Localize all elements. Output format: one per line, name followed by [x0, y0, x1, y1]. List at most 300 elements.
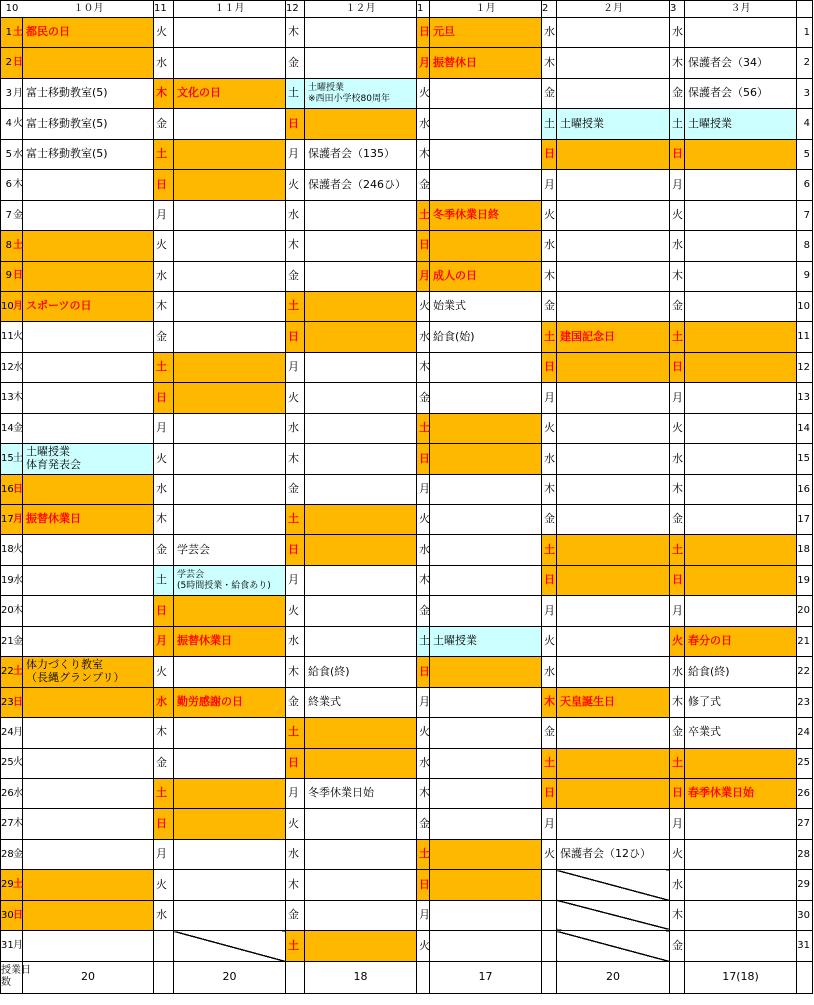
- event-cell: [557, 261, 670, 291]
- event-cell: [23, 505, 154, 535]
- event-cell: [305, 839, 417, 869]
- weekday: 水: [154, 261, 174, 291]
- event-cell: [305, 657, 417, 687]
- event-cell: [685, 687, 797, 717]
- weekday: 月: [542, 596, 557, 626]
- weekday: 土: [542, 748, 557, 778]
- weekday: 月: [13, 513, 23, 525]
- weekday: 火: [670, 200, 685, 230]
- weekday: 火: [13, 544, 23, 556]
- weekday: 月: [154, 839, 174, 869]
- lesson-days-total: 20: [23, 961, 154, 993]
- event-label: 土曜授業: [433, 634, 477, 648]
- event-label: 保護者会（246ひ）: [308, 177, 406, 191]
- lesson-days-label-line1: 授業日: [1, 965, 31, 977]
- day-row: [1, 687, 813, 717]
- event-cell: [685, 839, 797, 869]
- weekday: 木: [13, 605, 23, 617]
- weekday: 土: [417, 413, 430, 443]
- weekday: 月: [286, 139, 305, 169]
- day-number-label: 22: [1, 666, 14, 678]
- event-label: 冬季休業日終: [433, 208, 499, 222]
- event-cell: [174, 352, 286, 382]
- month-header-row: [1, 1, 813, 18]
- weekday: 日: [417, 231, 430, 261]
- event-cell: [174, 535, 286, 565]
- event-label: 富士移動教室(5): [26, 116, 108, 130]
- weekday: 日: [154, 596, 174, 626]
- event-cell: [430, 900, 542, 930]
- weekday: 火: [670, 839, 685, 869]
- day-number: [1, 718, 23, 748]
- weekday: 日: [542, 565, 557, 595]
- event-cell: [557, 200, 670, 230]
- event-cell: [557, 809, 670, 839]
- day-number: [1, 139, 23, 169]
- day-number: [1, 383, 23, 413]
- event-cell: [23, 18, 154, 48]
- weekday: 月: [670, 383, 685, 413]
- month-label: １０月: [73, 3, 104, 15]
- day-number-label: 15: [1, 453, 14, 465]
- day-number-right: 6: [797, 170, 813, 200]
- weekday: 火: [13, 757, 23, 769]
- event-cell: [23, 78, 154, 108]
- event-cell: [685, 170, 797, 200]
- day-number-right: 26: [797, 778, 813, 808]
- weekday: 金: [670, 505, 685, 535]
- weekday: 水: [286, 839, 305, 869]
- weekday: 日: [286, 748, 305, 778]
- day-row: [1, 200, 813, 230]
- event-cell: [174, 839, 286, 869]
- event-label: 土曜授業: [560, 116, 604, 130]
- day-row: [1, 444, 813, 474]
- event-cell: [305, 687, 417, 717]
- day-number: [1, 687, 23, 717]
- event-cell: [305, 748, 417, 778]
- day-row: [1, 931, 813, 961]
- weekday: 日: [154, 809, 174, 839]
- weekday: 土: [417, 200, 430, 230]
- weekday: 日: [417, 657, 430, 687]
- lesson-days-spacer: [670, 961, 685, 993]
- event-cell: [305, 870, 417, 900]
- day-row: [1, 505, 813, 535]
- day-number-label: 28: [1, 848, 14, 860]
- event-cell: [685, 231, 797, 261]
- event-cell: [23, 291, 154, 321]
- event-cell: [430, 687, 542, 717]
- day-number-label: 27: [1, 818, 14, 830]
- weekday: 水: [13, 787, 23, 799]
- day-number-label: 12: [1, 361, 14, 373]
- day-number: [1, 931, 23, 961]
- event-cell: [305, 809, 417, 839]
- day-number-label: 9: [5, 270, 12, 282]
- event-cell: [174, 231, 286, 261]
- lesson-days-spacer: [286, 961, 305, 993]
- event-label: 元旦: [433, 25, 455, 39]
- day-number-label: 25: [1, 757, 14, 769]
- day-number-right: 31: [797, 931, 813, 961]
- event-cell: [305, 444, 417, 474]
- weekday: 金: [154, 109, 174, 139]
- lesson-days-label-line2: 数: [1, 977, 11, 989]
- day-number: [1, 18, 23, 48]
- day-number-label: 3: [5, 87, 12, 99]
- event-label: 都民の日: [26, 25, 70, 39]
- day-number-label: 7: [5, 209, 12, 221]
- weekday: 金: [13, 209, 23, 221]
- day-number-label: 8: [5, 240, 12, 252]
- event-cell: [557, 718, 670, 748]
- day-number-right: 30: [797, 900, 813, 930]
- day-number-right: 19: [797, 565, 813, 595]
- day-number-label: 2: [5, 57, 12, 69]
- event-cell: [430, 657, 542, 687]
- weekday: 土: [286, 931, 305, 961]
- month-header-cell: [1, 1, 154, 18]
- day-number-label: 24: [1, 727, 14, 739]
- weekday: 金: [542, 78, 557, 108]
- event-label: 文化の日: [177, 86, 221, 100]
- day-row: [1, 139, 813, 169]
- event-cell: [685, 139, 797, 169]
- event-cell: [23, 352, 154, 382]
- day-row: [1, 535, 813, 565]
- weekday: 月: [13, 727, 23, 739]
- event-label: 保護者会（135）: [308, 147, 395, 161]
- day-number-right: 4: [797, 109, 813, 139]
- event-cell: [557, 657, 670, 687]
- weekday: 日: [13, 57, 23, 69]
- event-cell: [557, 931, 670, 961]
- weekday: 月: [670, 170, 685, 200]
- day-number-label: 4: [5, 118, 12, 130]
- day-row: [1, 291, 813, 321]
- event-cell: [174, 413, 286, 443]
- weekday: 水: [670, 657, 685, 687]
- event-cell: [557, 139, 670, 169]
- day-number: [1, 565, 23, 595]
- event-cell: [430, 352, 542, 382]
- weekday: 水: [154, 48, 174, 78]
- day-number-right: 15: [797, 444, 813, 474]
- weekday: 火: [542, 839, 557, 869]
- weekday: 水: [670, 444, 685, 474]
- event-cell: [685, 535, 797, 565]
- event-cell: [174, 596, 286, 626]
- weekday: 水: [286, 413, 305, 443]
- event-cell: [23, 778, 154, 808]
- event-cell: [430, 809, 542, 839]
- weekday: 金: [13, 422, 23, 434]
- event-cell: [430, 383, 542, 413]
- event-cell: [174, 778, 286, 808]
- event-cell: [305, 718, 417, 748]
- event-cell: [685, 809, 797, 839]
- weekday: 火: [286, 383, 305, 413]
- event-cell: [174, 48, 286, 78]
- weekday: 水: [670, 18, 685, 48]
- event-cell: [430, 18, 542, 48]
- lesson-days-total: 20: [557, 961, 670, 993]
- weekday: 土: [286, 291, 305, 321]
- event-cell: [174, 291, 286, 321]
- weekday: 金: [286, 474, 305, 504]
- weekday: 日: [542, 778, 557, 808]
- lesson-days-spacer: [542, 961, 557, 993]
- day-number: [1, 870, 23, 900]
- event-cell: [685, 48, 797, 78]
- weekday: 火: [417, 505, 430, 535]
- event-cell: [305, 109, 417, 139]
- weekday: 火: [286, 170, 305, 200]
- event-cell: [305, 261, 417, 291]
- event-label: 体力づくり教室: [26, 658, 103, 672]
- weekday: 月: [417, 900, 430, 930]
- day-row: [1, 809, 813, 839]
- day-number-label: 19: [1, 574, 14, 586]
- weekday: 火: [154, 444, 174, 474]
- weekday: 月: [13, 940, 23, 952]
- weekday: 日: [154, 383, 174, 413]
- event-cell: [305, 383, 417, 413]
- event-cell: [685, 109, 797, 139]
- event-sublabel: （長縄グランプリ）: [26, 670, 125, 684]
- event-cell: [557, 687, 670, 717]
- weekday: 日: [670, 139, 685, 169]
- day-row: [1, 748, 813, 778]
- weekday: 土: [13, 26, 23, 38]
- weekday: 金: [286, 687, 305, 717]
- weekday: 金: [417, 170, 430, 200]
- event-cell: [557, 231, 670, 261]
- weekday: 日: [286, 109, 305, 139]
- event-cell: [685, 261, 797, 291]
- event-cell: [430, 718, 542, 748]
- day-row: [1, 231, 813, 261]
- weekday: 火: [417, 78, 430, 108]
- weekday: 月: [670, 596, 685, 626]
- event-label: 始業式: [433, 299, 466, 313]
- event-cell: [174, 657, 286, 687]
- day-number-label: 13: [1, 392, 14, 404]
- day-number-right: 28: [797, 839, 813, 869]
- event-cell: [23, 535, 154, 565]
- event-cell: [685, 200, 797, 230]
- day-number-right: 2: [797, 48, 813, 78]
- day-row: [1, 413, 813, 443]
- event-cell: [174, 109, 286, 139]
- weekday: 火: [286, 809, 305, 839]
- day-row: [1, 109, 813, 139]
- weekday: 水: [154, 900, 174, 930]
- weekday: 日: [670, 352, 685, 382]
- event-cell: [430, 748, 542, 778]
- weekday: [154, 931, 174, 961]
- event-cell: [305, 291, 417, 321]
- day-row: [1, 48, 813, 78]
- event-cell: [685, 352, 797, 382]
- event-label: 振替休業日: [177, 634, 232, 648]
- day-number-label: 5: [5, 148, 12, 160]
- weekday: 月: [154, 413, 174, 443]
- weekday: 木: [13, 392, 23, 404]
- day-number-label: 1: [5, 26, 12, 38]
- weekday: 木: [154, 718, 174, 748]
- weekday: 金: [286, 261, 305, 291]
- lesson-days-total: 17: [430, 961, 542, 993]
- weekday: 木: [670, 900, 685, 930]
- day-row: [1, 322, 813, 352]
- day-number-label: 17: [1, 513, 14, 525]
- event-cell: [23, 413, 154, 443]
- event-cell: [685, 78, 797, 108]
- month-number: 12: [286, 1, 305, 18]
- event-label: 天皇誕生日: [560, 695, 615, 709]
- weekday: 木: [286, 657, 305, 687]
- day-row: [1, 900, 813, 930]
- event-cell: [174, 383, 286, 413]
- event-cell: [557, 48, 670, 78]
- weekday: 木: [542, 687, 557, 717]
- event-cell: [557, 322, 670, 352]
- event-cell: [305, 200, 417, 230]
- day-number-right: 27: [797, 809, 813, 839]
- weekday: 日: [670, 565, 685, 595]
- lesson-days-label: [1, 961, 31, 993]
- weekday: 土: [417, 626, 430, 656]
- lesson-days-total: 17(18): [685, 961, 797, 993]
- weekday: 火: [670, 413, 685, 443]
- weekday: 金: [154, 535, 174, 565]
- day-number-right: 8: [797, 231, 813, 261]
- day-row: [1, 565, 813, 595]
- weekday: 月: [670, 809, 685, 839]
- day-number-right: 14: [797, 413, 813, 443]
- day-number-right: 10: [797, 291, 813, 321]
- event-cell: [557, 413, 670, 443]
- weekday: 火: [542, 413, 557, 443]
- weekday: 木: [670, 474, 685, 504]
- event-cell: [685, 900, 797, 930]
- event-cell: [305, 48, 417, 78]
- event-cell: [557, 748, 670, 778]
- weekday: 日: [417, 18, 430, 48]
- event-cell: [23, 383, 154, 413]
- day-number: [1, 748, 23, 778]
- event-cell: [305, 626, 417, 656]
- event-cell: [174, 78, 286, 108]
- event-label: スポーツの日: [26, 299, 92, 313]
- event-cell: [557, 535, 670, 565]
- weekday: 水: [417, 109, 430, 139]
- day-row: [1, 474, 813, 504]
- weekday: 水: [542, 657, 557, 687]
- event-cell: [23, 48, 154, 78]
- event-cell: [174, 139, 286, 169]
- event-cell: [430, 565, 542, 595]
- day-number-label: 16: [1, 483, 14, 495]
- event-label: 終業式: [308, 695, 341, 709]
- event-cell: [23, 444, 154, 474]
- event-cell: [557, 170, 670, 200]
- event-cell: [685, 657, 797, 687]
- event-label: 学芸会: [177, 570, 205, 581]
- event-cell: [174, 261, 286, 291]
- weekday: [542, 931, 557, 961]
- day-number-label: 11: [1, 331, 14, 343]
- day-number-label: 30: [1, 909, 14, 921]
- weekday: 月: [13, 87, 23, 99]
- event-cell: [685, 596, 797, 626]
- event-cell: [174, 626, 286, 656]
- event-cell: [305, 170, 417, 200]
- weekday: 土: [286, 78, 305, 108]
- weekday: 金: [670, 931, 685, 961]
- event-cell: [430, 444, 542, 474]
- weekday: 土: [670, 322, 685, 352]
- event-cell: [174, 200, 286, 230]
- event-cell: [23, 139, 154, 169]
- day-row: [1, 870, 813, 900]
- day-number-label: 6: [5, 179, 12, 191]
- day-number: [1, 474, 23, 504]
- weekday: 月: [13, 300, 23, 312]
- weekday: 金: [542, 505, 557, 535]
- day-number: [1, 626, 23, 656]
- day-number-right: 24: [797, 718, 813, 748]
- event-cell: [557, 839, 670, 869]
- event-cell: [430, 596, 542, 626]
- weekday: 土: [542, 535, 557, 565]
- weekday: 火: [13, 331, 23, 343]
- event-label: 土曜授業: [308, 83, 345, 94]
- day-row: [1, 170, 813, 200]
- event-cell: [23, 109, 154, 139]
- day-number-right: 22: [797, 657, 813, 687]
- event-label: 振替休業日: [26, 512, 81, 526]
- event-cell: [430, 413, 542, 443]
- event-cell: [430, 505, 542, 535]
- event-cell: [174, 718, 286, 748]
- day-number: [1, 200, 23, 230]
- event-cell: [174, 900, 286, 930]
- weekday: 木: [417, 565, 430, 595]
- day-number: [1, 444, 23, 474]
- day-number-label: 31: [1, 940, 14, 952]
- weekday: 土: [154, 352, 174, 382]
- day-number: [1, 109, 23, 139]
- weekday: 火: [417, 718, 430, 748]
- day-number: [1, 535, 23, 565]
- weekday: 土: [542, 322, 557, 352]
- event-cell: [174, 565, 286, 595]
- day-row: [1, 18, 813, 48]
- day-number-label: 18: [1, 544, 14, 556]
- weekday: 木: [542, 48, 557, 78]
- weekday: 水: [13, 361, 23, 373]
- event-cell: [305, 322, 417, 352]
- weekday: [542, 870, 557, 900]
- day-row: [1, 839, 813, 869]
- event-cell: [23, 200, 154, 230]
- event-cell: [23, 839, 154, 869]
- day-row: [1, 778, 813, 808]
- weekday: 月: [542, 170, 557, 200]
